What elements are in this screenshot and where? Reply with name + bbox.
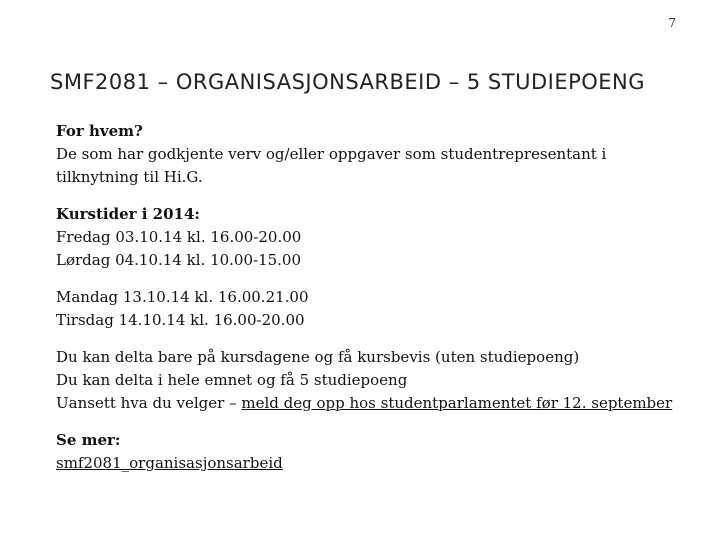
slide-content <box>56 120 706 489</box>
for-hvem-line-1: De som har godkjente verv og/eller oppgaver som studentrepresentant i <box>56 145 607 163</box>
section-for-hvem <box>56 120 706 189</box>
kurstid-tirsdag: Tirsdag 14.10.14 kl. 16.00-20.00 <box>56 311 305 329</box>
section-se-mer <box>56 429 706 475</box>
se-mer-line <box>56 452 706 475</box>
section-kurstider <box>56 203 706 272</box>
kurstider-heading: Kurstider i 2014: <box>56 205 200 223</box>
info-line-1: Du kan delta bare på kursdagene og få kursbevis (uten studiepoeng) <box>56 348 580 366</box>
kurstid-lordag: Lørdag 04.10.14 kl. 10.00-15.00 <box>56 251 302 269</box>
info-line-3-prefix: Uansett hva du velger – <box>56 394 242 412</box>
slide-title: SMF2081 – ORGANISASJONSARBEID – 5 STUDIEPOENG <box>50 70 646 94</box>
se-mer-heading: Se mer: <box>56 431 121 449</box>
section-info <box>56 346 706 415</box>
for-hvem-line-2: tilknytning til Hi.G. <box>56 168 203 186</box>
register-link[interactable]: meld deg opp hos studentparlamentet før 12. september <box>241 394 673 412</box>
page-number: 7 <box>668 16 676 30</box>
course-link[interactable]: smf2081_organisasjonsarbeid <box>56 454 283 472</box>
info-line-2: Du kan delta i hele emnet og få 5 studiepoeng <box>56 371 408 389</box>
section-kurstider-2 <box>56 286 706 332</box>
info-line-3 <box>56 392 706 415</box>
kurstid-fredag: Fredag 03.10.14 kl. 16.00-20.00 <box>56 228 302 246</box>
kurstid-mandag: Mandag 13.10.14 kl. 16.00.21.00 <box>56 288 309 306</box>
for-hvem-heading: For hvem? <box>56 122 143 140</box>
